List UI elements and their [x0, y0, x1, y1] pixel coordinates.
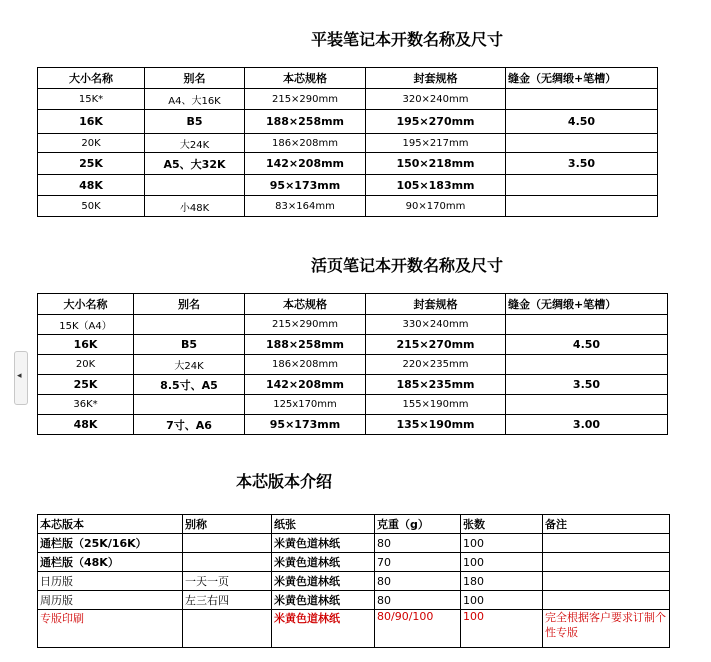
- cell-cover: 105×183mm: [366, 175, 506, 196]
- cell-weight: 70: [375, 553, 461, 572]
- cell-alias: [134, 315, 245, 335]
- cell-weight: 80: [375, 534, 461, 553]
- cell-core: 83×164mm: [245, 196, 366, 217]
- header-size: 大小名称: [38, 294, 134, 315]
- cell-size: 25K: [38, 153, 145, 175]
- header-core-spec: 本芯规格: [245, 294, 366, 315]
- cell-alias: 大24K: [145, 134, 245, 153]
- header-note: 备注: [543, 515, 670, 534]
- header-size: 大小名称: [38, 68, 145, 89]
- loose-leaf-notebook-table: [37, 293, 668, 435]
- table-row: [38, 610, 670, 648]
- cell-cover: 155×190mm: [366, 395, 506, 415]
- cell-weight: 80: [375, 572, 461, 591]
- header-weight: 克重（g）: [375, 515, 461, 534]
- cell-sheets: 100: [461, 534, 543, 553]
- cell-price: 3.50: [506, 375, 668, 395]
- cell-core: 188×258mm: [245, 110, 366, 134]
- table-row: [38, 335, 668, 355]
- header-alias: 别名: [145, 68, 245, 89]
- core-version-table: [37, 514, 670, 648]
- cell-size: 48K: [38, 175, 145, 196]
- cell-alias: [183, 553, 272, 572]
- cell-size: 36K*: [38, 395, 134, 415]
- cell-alias: A5、大32K: [145, 153, 245, 175]
- cell-price: [506, 355, 668, 375]
- table-row: [38, 534, 670, 553]
- header-core-spec: 本芯规格: [245, 68, 366, 89]
- cell-version: 周历版: [38, 591, 183, 610]
- cell-note: [543, 553, 670, 572]
- cell-size: 16K: [38, 335, 134, 355]
- cell-cover: 150×218mm: [366, 153, 506, 175]
- cell-version: 日历版: [38, 572, 183, 591]
- cell-alias: 一天一页: [183, 572, 272, 591]
- cell-version: 通栏版（25K/16K）: [38, 534, 183, 553]
- table-row: [38, 315, 668, 335]
- cell-cover: 330×240mm: [366, 315, 506, 335]
- cell-alias: B5: [145, 110, 245, 134]
- flat-notebook-title: 平装笔记本开数名称及尺寸: [311, 30, 504, 49]
- cell-cover: 195×270mm: [366, 110, 506, 134]
- cell-cover: 185×235mm: [366, 375, 506, 395]
- cell-cover: 135×190mm: [366, 415, 506, 435]
- cell-cover: 215×270mm: [366, 335, 506, 355]
- header-cover-spec: 封套规格: [366, 294, 506, 315]
- cell-size: 25K: [38, 375, 134, 395]
- cell-alias: 8.5寸、A5: [134, 375, 245, 395]
- cell-price: 3.50: [506, 153, 658, 175]
- cell-alias: [134, 395, 245, 415]
- table-row: [38, 175, 658, 196]
- cell-core: 142×208mm: [245, 375, 366, 395]
- cell-paper: 米黄色道林纸: [272, 553, 375, 572]
- cell-core: 215×290mm: [245, 315, 366, 335]
- header-price: 缝金（无绸缎+笔槽）: [506, 68, 658, 89]
- table-row: [38, 591, 670, 610]
- table-row: [38, 553, 670, 572]
- cell-size: 20K: [38, 355, 134, 375]
- cell-weight: 80/90/100: [375, 610, 461, 648]
- cell-sheets: 100: [461, 553, 543, 572]
- cell-size: 16K: [38, 110, 145, 134]
- cell-note: 完全根据客户要求订制个性专版: [543, 610, 670, 648]
- cell-alias: B5: [134, 335, 245, 355]
- cell-size: 48K: [38, 415, 134, 435]
- cell-version: 专版印刷: [38, 610, 183, 648]
- table-row: [38, 415, 668, 435]
- header-alias: 别称: [183, 515, 272, 534]
- cell-note: [543, 591, 670, 610]
- cell-price: [506, 89, 658, 110]
- cell-paper: 米黄色道林纸: [272, 534, 375, 553]
- cell-alias: [183, 610, 272, 648]
- cell-core: 186×208mm: [245, 355, 366, 375]
- cell-core: 125x170mm: [245, 395, 366, 415]
- cell-alias: A4、大16K: [145, 89, 245, 110]
- core-version-title: 本芯版本介绍: [236, 472, 333, 491]
- cell-sheets: 100: [461, 610, 543, 648]
- cell-note: [543, 534, 670, 553]
- cell-weight: 80: [375, 591, 461, 610]
- table-row: [38, 572, 670, 591]
- cell-cover: 90×170mm: [366, 196, 506, 217]
- cell-price: 4.50: [506, 335, 668, 355]
- header-cover-spec: 封套规格: [366, 68, 506, 89]
- triangle-left-icon: ◂: [17, 371, 22, 381]
- header-sheets: 张数: [461, 515, 543, 534]
- cell-size: 50K: [38, 196, 145, 217]
- cell-core: 95×173mm: [245, 175, 366, 196]
- table-row: [38, 375, 668, 395]
- cell-core: 186×208mm: [245, 134, 366, 153]
- cell-core: 188×258mm: [245, 335, 366, 355]
- table-row: [38, 355, 668, 375]
- cell-paper: 米黄色道林纸: [272, 591, 375, 610]
- header-paper: 纸张: [272, 515, 375, 534]
- cell-cover: 220×235mm: [366, 355, 506, 375]
- cell-alias: 小48K: [145, 196, 245, 217]
- table-row: [38, 196, 658, 217]
- cell-core: 215×290mm: [245, 89, 366, 110]
- cell-paper: 米黄色道林纸: [272, 572, 375, 591]
- cell-price: [506, 196, 658, 217]
- cell-price: [506, 175, 658, 196]
- cell-size: 15K（A4）: [38, 315, 134, 335]
- cell-alias: 左三右四: [183, 591, 272, 610]
- cell-size: 15K*: [38, 89, 145, 110]
- cell-note: [543, 572, 670, 591]
- table-row: [38, 89, 658, 110]
- cell-price: [506, 315, 668, 335]
- cell-sheets: 180: [461, 572, 543, 591]
- table-row: [38, 153, 658, 175]
- cell-size: 20K: [38, 134, 145, 153]
- cell-sheets: 100: [461, 591, 543, 610]
- cell-alias: 大24K: [134, 355, 245, 375]
- cell-paper: 米黄色道林纸: [272, 610, 375, 648]
- cell-core: 142×208mm: [245, 153, 366, 175]
- loose-leaf-notebook-title: 活页笔记本开数名称及尺寸: [311, 256, 504, 275]
- cell-alias: [145, 175, 245, 196]
- cell-version: 通栏版（48K）: [38, 553, 183, 572]
- side-collapse-handle[interactable]: [14, 351, 28, 405]
- cell-price: 3.00: [506, 415, 668, 435]
- table-row: [38, 134, 658, 153]
- cell-price: [506, 395, 668, 415]
- cell-alias: 7寸、A6: [134, 415, 245, 435]
- cell-core: 95×173mm: [245, 415, 366, 435]
- header-alias: 别名: [134, 294, 245, 315]
- header-version: 本芯版本: [38, 515, 183, 534]
- cell-price: 4.50: [506, 110, 658, 134]
- cell-cover: 195×217mm: [366, 134, 506, 153]
- flat-notebook-table: [37, 67, 658, 217]
- table-row: [38, 395, 668, 415]
- table-row: [38, 110, 658, 134]
- cell-cover: 320×240mm: [366, 89, 506, 110]
- cell-price: [506, 134, 658, 153]
- header-price: 缝金（无绸缎+笔槽）: [506, 294, 668, 315]
- cell-alias: [183, 534, 272, 553]
